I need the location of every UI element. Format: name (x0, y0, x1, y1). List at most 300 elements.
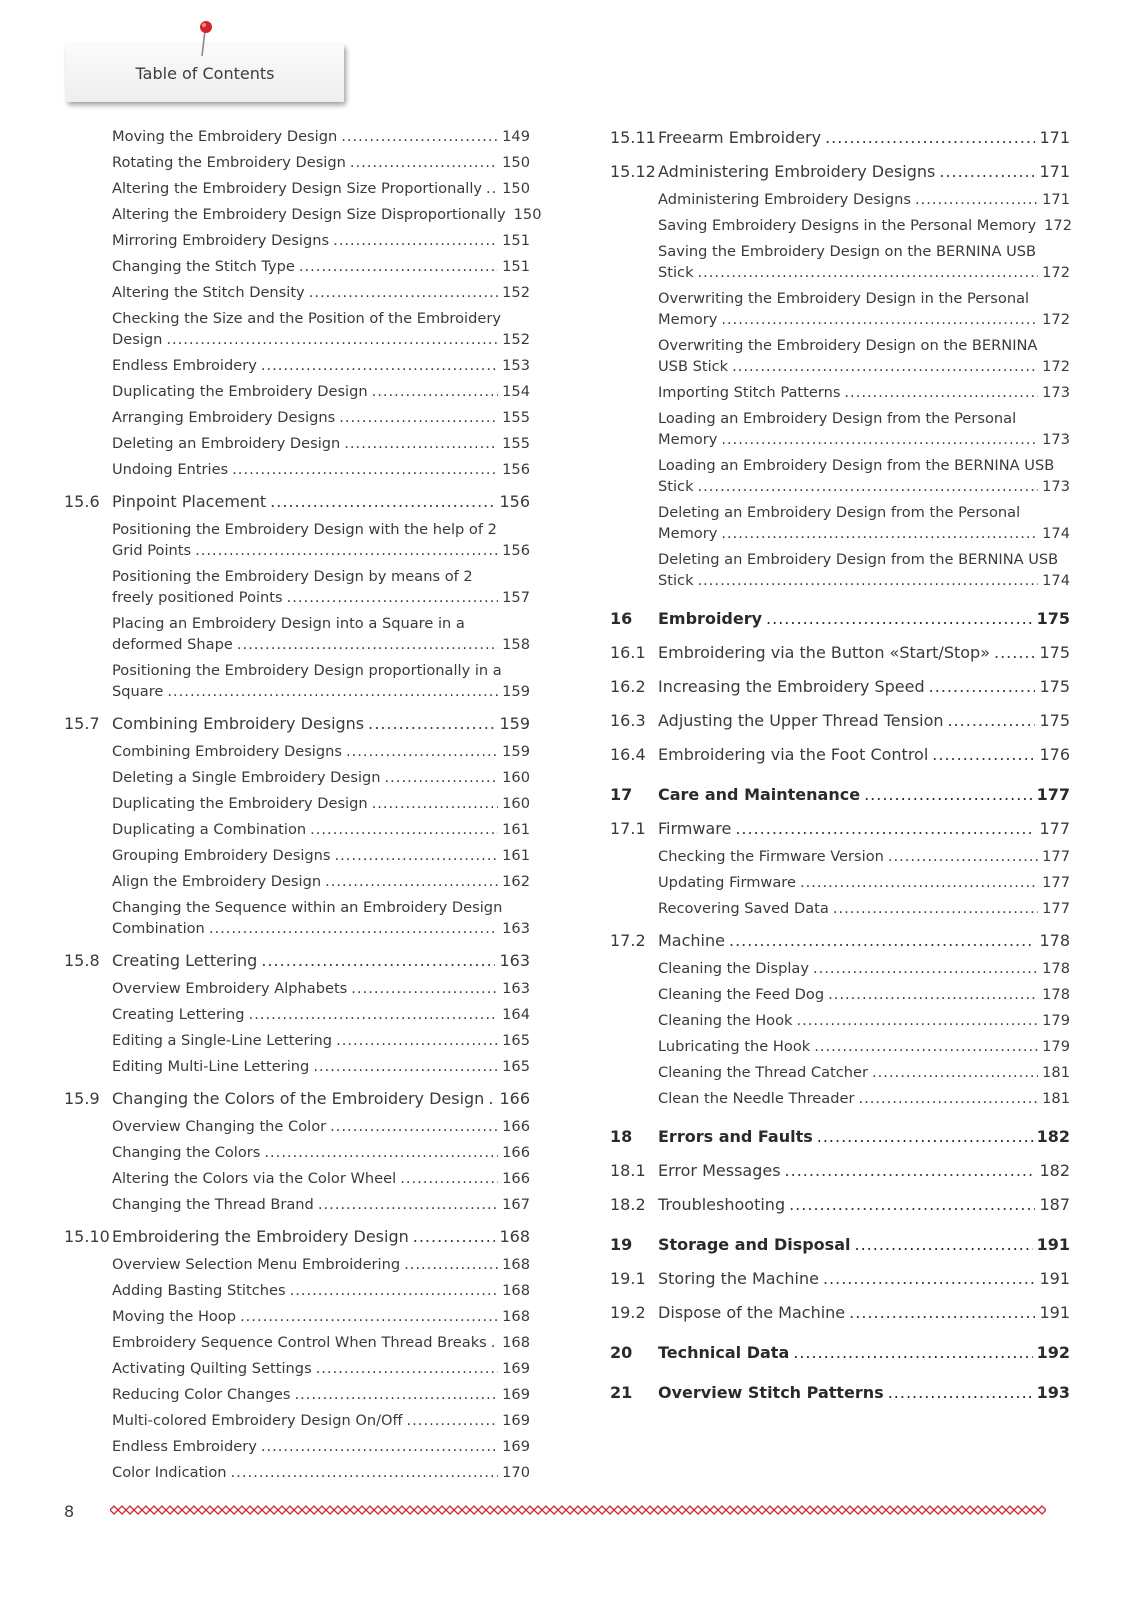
toc-entry-sec[interactable] (610, 929, 1070, 953)
toc-leader-dots (167, 681, 498, 702)
toc-entry-title: Overview Selection Menu Embroidering (112, 1256, 401, 1273)
toc-entry-line (112, 712, 530, 736)
toc-entry-line (112, 282, 530, 303)
toc-entry-title: Storage and Disposal (658, 1235, 851, 1254)
toc-entry-ch[interactable] (610, 1125, 1070, 1149)
toc-entry-title-continued: Memory (658, 525, 718, 542)
toc-leader-dots (413, 1225, 496, 1249)
toc-entry-body (112, 566, 530, 608)
toc-entry-body (658, 502, 1070, 544)
toc-entry-title: Arranging Embroidery Designs (112, 409, 336, 426)
toc-entry-sub[interactable] (64, 256, 530, 277)
toc-leader-dots (488, 1087, 495, 1111)
toc-entry-title: Administering Embroidery Designs (658, 191, 911, 208)
toc-entry-body (112, 1358, 530, 1379)
toc-entry-ch[interactable] (610, 1341, 1070, 1365)
toc-entry-sub[interactable] (64, 204, 542, 225)
toc-entry-line (112, 490, 530, 514)
toc-leader-dots (240, 1306, 498, 1327)
toc-entry-sec[interactable] (610, 1159, 1070, 1183)
toc-entry-sec[interactable] (610, 1301, 1070, 1325)
toc-entry-page: 177 (1036, 785, 1070, 804)
toc-entry-body (658, 126, 1070, 150)
toc-leader-dots (800, 872, 1038, 893)
toc-entry-number: 19.1 (610, 1269, 646, 1288)
toc-entry-ch[interactable] (610, 1233, 1070, 1257)
toc-entry-body (112, 1194, 530, 1215)
toc-entry-body (658, 1381, 1070, 1405)
toc-entry-body (658, 675, 1070, 699)
toc-entry-title-continued: Stick (658, 572, 694, 589)
toc-leader-dots (350, 152, 498, 173)
pushpin-icon (196, 18, 220, 58)
toc-entry-title: Combining Embroidery Designs (112, 743, 342, 760)
toc-entry-sub[interactable] (610, 984, 1070, 1005)
toc-entry-title: Updating Firmware (658, 874, 796, 891)
toc-entry-sub[interactable] (610, 335, 1070, 377)
toc-entry-sub[interactable] (64, 1194, 530, 1215)
toc-entry-sub[interactable] (610, 549, 1070, 591)
toc-entry-page: 169 (502, 1412, 530, 1429)
zigzag-stitch-border (110, 1503, 1046, 1517)
toc-entry-body (112, 126, 530, 147)
toc-entry-sub[interactable] (64, 1462, 530, 1483)
toc-entry-title: Errors and Faults (658, 1127, 813, 1146)
toc-entry-body (112, 1280, 530, 1301)
toc-entry-number: 19.2 (610, 1303, 646, 1322)
toc-entry-page: 157 (502, 589, 530, 606)
toc-entry-page: 182 (1036, 1127, 1070, 1146)
toc-entry-line (658, 1159, 1070, 1183)
toc-entry-line (112, 1358, 530, 1379)
toc-entry-ch[interactable] (610, 607, 1070, 631)
toc-leader-dots (929, 675, 1036, 699)
toc-entry-title: Changing the Stitch Type (112, 258, 295, 275)
toc-leader-dots (721, 429, 1038, 450)
toc-leader-dots (232, 459, 498, 480)
toc-leader-dots (270, 490, 495, 514)
toc-entry-sub[interactable] (610, 872, 1070, 893)
toc-entry-page: 192 (1036, 1343, 1070, 1362)
toc-entry-sub[interactable] (610, 455, 1070, 497)
toc-entry-title: Endless Embroidery (112, 357, 257, 374)
toc-entry-sub[interactable] (64, 355, 530, 376)
toc-entry-sub[interactable] (64, 152, 530, 173)
toc-entry-sec[interactable] (610, 1267, 1070, 1291)
toc-entry-number: 17 (610, 785, 633, 804)
toc-entry-page: 172 (1044, 217, 1072, 234)
toc-entry-page: 191 (1036, 1235, 1070, 1254)
toc-entry-line (112, 634, 530, 655)
toc-leader-dots (261, 1436, 498, 1457)
toc-entry-number: 18 (610, 1127, 633, 1146)
toc-entry-body (112, 845, 530, 866)
toc-leader-dots (932, 743, 1035, 767)
toc-leader-dots (195, 540, 498, 561)
toc-leader-dots (793, 1341, 1032, 1365)
toc-entry-page: 175 (1039, 711, 1070, 730)
toc-entry-sub[interactable] (610, 215, 1070, 236)
toc-leader-dots (209, 918, 498, 939)
toc-entry-line (112, 566, 530, 587)
toc-entry-line (112, 949, 530, 973)
toc-entry-sub[interactable] (64, 819, 530, 840)
toc-entry-page: 172 (1042, 264, 1070, 281)
toc-entry-body (112, 1410, 530, 1431)
toc-entry-sub[interactable] (610, 408, 1070, 450)
toc-entry-title: Moving the Hoop (112, 1308, 237, 1325)
toc-entry-title: Checking the Firmware Version (658, 848, 884, 865)
toc-entry-title: Combining Embroidery Designs (112, 714, 365, 733)
toc-entry-body (658, 1036, 1070, 1057)
toc-leader-dots (729, 929, 1035, 953)
toc-entry-line (112, 1168, 530, 1189)
toc-entry-title: Color Indication (112, 1464, 227, 1481)
toc-entry-sub[interactable] (64, 845, 530, 866)
toc-entry-title: Rotating the Embroidery Design (112, 154, 346, 171)
toc-leader-dots (166, 329, 498, 350)
toc-entry-page: 166 (502, 1118, 530, 1135)
toc-entry-page: 159 (499, 714, 530, 733)
toc-entry-sub[interactable] (610, 502, 1070, 544)
toc-entry-sub[interactable] (64, 978, 530, 999)
toc-leader-dots (858, 1088, 1038, 1109)
toc-entry-body (658, 641, 1070, 665)
toc-entry-line (658, 335, 1070, 356)
toc-entry-page: 150 (513, 206, 542, 223)
toc-entry-title: Editing a Single-Line Lettering (112, 1032, 333, 1049)
toc-entry-title: Overwriting the Embroidery Design in the Personal (658, 290, 1030, 307)
toc-entry-body (658, 335, 1070, 377)
toc-entry-body (658, 1301, 1070, 1325)
toc-entry-sub[interactable] (64, 519, 530, 561)
toc-entry-title: Dispose of the Machine (658, 1303, 846, 1322)
toc-entry-title: Technical Data (658, 1343, 790, 1362)
toc-entry-sub[interactable] (610, 189, 1070, 210)
toc-entry-line (658, 382, 1070, 403)
toc-entry-body (112, 897, 530, 939)
toc-entry-body (112, 819, 530, 840)
toc-entry-page: 175 (1036, 609, 1070, 628)
toc-entry-title: Firmware (658, 819, 732, 838)
toc-entry-body (112, 1384, 530, 1405)
toc-entry-page: 155 (502, 435, 530, 452)
toc-entry-title: Pinpoint Placement (112, 492, 267, 511)
toc-entry-sub[interactable] (64, 1168, 530, 1189)
toc-entry-body (658, 408, 1070, 450)
toc-entry-sub[interactable] (64, 1358, 530, 1379)
toc-entry-body (658, 1062, 1070, 1083)
toc-entry-sub[interactable] (64, 566, 530, 608)
toc-entry-line (112, 1254, 530, 1275)
toc-entry-sub[interactable] (610, 241, 1070, 283)
toc-entry-sub[interactable] (64, 1030, 530, 1051)
toc-entry-body (112, 1436, 530, 1457)
toc-entry-sub[interactable] (610, 1062, 1070, 1083)
toc-entry-sec[interactable] (64, 949, 530, 973)
toc-entry-title: Duplicating the Embroidery Design (112, 383, 368, 400)
toc-entry-sub[interactable] (64, 1410, 530, 1431)
toc-entry-sub[interactable] (64, 230, 530, 251)
toc-entry-line (658, 783, 1070, 807)
toc-entry-sec[interactable] (610, 126, 1070, 150)
toc-entry-title: Deleting an Embroidery Design from the BERNINA USB (658, 551, 1059, 568)
toc-entry-line (658, 570, 1070, 591)
toc-entry-line (112, 459, 530, 480)
toc-entry-body (112, 1168, 530, 1189)
toc-entry-sub[interactable] (64, 1436, 530, 1457)
toc-leader-dots (335, 845, 499, 866)
toc-entry-sub[interactable] (64, 767, 530, 788)
toc-entry-sub[interactable] (610, 1010, 1070, 1031)
toc-entry-title-continued: Combination (112, 920, 205, 937)
toc-right-column (610, 126, 1070, 1405)
toc-left-column (64, 126, 542, 1483)
toc-entry-line (658, 288, 1070, 309)
toc-entry-page: 171 (1039, 128, 1070, 147)
toc-entry-title: Embroidering via the Foot Control (658, 745, 929, 764)
toc-entry-page: 162 (502, 873, 530, 890)
toc-entry-title: Mirroring Embroidery Designs (112, 232, 330, 249)
toc-entry-sub[interactable] (64, 1116, 530, 1137)
toc-entry-sub[interactable] (64, 459, 530, 480)
toc-entry-body (112, 256, 530, 277)
toc-entry-sub[interactable] (610, 958, 1070, 979)
toc-entry-sub[interactable] (64, 660, 530, 702)
toc-entry-line (658, 455, 1070, 476)
toc-entry-sub[interactable] (64, 308, 530, 350)
toc-leader-dots (813, 958, 1038, 979)
toc-entry-page: 155 (502, 409, 530, 426)
toc-entry-number: 17.2 (610, 931, 646, 950)
toc-entry-title: Duplicating the Embroidery Design (112, 795, 368, 812)
toc-entry-body (658, 958, 1070, 979)
toc-entry-title: Care and Maintenance (658, 785, 861, 804)
toc-entry-line (112, 519, 530, 540)
toc-entry-line (112, 433, 530, 454)
toc-entry-sub[interactable] (64, 381, 530, 402)
toc-entry-body (658, 817, 1070, 841)
toc-entry-page: 167 (502, 1196, 530, 1213)
toc-entry-page: 177 (1039, 819, 1070, 838)
toc-entry-line (658, 1233, 1070, 1257)
toc-entry-sub[interactable] (64, 1332, 530, 1353)
toc-entry-title: Altering the Stitch Density (112, 284, 305, 301)
toc-entry-page: 175 (1039, 643, 1070, 662)
toc-entry-title: Troubleshooting (658, 1195, 786, 1214)
toc-leader-dots (407, 1410, 499, 1431)
toc-entry-body (658, 1125, 1070, 1149)
toc-entry-title: Clean the Needle Threader (658, 1090, 855, 1107)
toc-entry-title: Activating Quilting Settings (112, 1360, 312, 1377)
toc-entry-body (658, 846, 1070, 867)
toc-entry-sec[interactable] (610, 743, 1070, 767)
toc-leader-dots (915, 189, 1038, 210)
toc-entry-line (112, 1280, 530, 1301)
toc-entry-body (658, 1267, 1070, 1291)
toc-entry-page: 179 (1042, 1012, 1070, 1029)
toc-entry-page: 150 (502, 154, 530, 171)
toc-entry-line (112, 178, 530, 199)
toc-entry-ch[interactable] (610, 783, 1070, 807)
toc-entry-body (112, 613, 530, 655)
toc-entry-body (658, 549, 1070, 591)
toc-entry-line (112, 1056, 530, 1077)
toc-leader-dots (939, 160, 1035, 184)
toc-entry-sec[interactable] (610, 1193, 1070, 1217)
toc-entry-title: Deleting a Single Embroidery Design (112, 769, 381, 786)
toc-entry-sec[interactable] (610, 160, 1070, 184)
toc-entry-line (658, 189, 1070, 210)
toc-entry-page: 171 (1042, 191, 1070, 208)
toc-entry-number: 16 (610, 609, 633, 628)
toc-entry-title: Increasing the Embroidery Speed (658, 677, 925, 696)
toc-entry-line (112, 540, 530, 561)
toc-entry-line (658, 817, 1070, 841)
toc-entry-title: Saving the Embroidery Design on the BERNINA USB (658, 243, 1037, 260)
toc-entry-sec[interactable] (64, 490, 530, 514)
toc-entry-body (112, 1087, 530, 1111)
toc-entry-title: Creating Lettering (112, 1006, 245, 1023)
toc-entry-sub[interactable] (610, 898, 1070, 919)
toc-entry-sub[interactable] (64, 178, 530, 199)
toc-entry-line (112, 230, 530, 251)
toc-entry-title: Cleaning the Feed Dog (658, 986, 825, 1003)
toc-entry-sub[interactable] (64, 1056, 530, 1077)
toc-entry-body (658, 898, 1070, 919)
toc-entry-page: 191 (1039, 1303, 1070, 1322)
toc-entry-line (112, 978, 530, 999)
toc-entry-body (112, 1225, 530, 1249)
toc-entry-sub[interactable] (64, 407, 530, 428)
toc-entry-sub[interactable] (64, 1254, 530, 1275)
toc-entry-sub[interactable] (64, 897, 530, 939)
toc-entry-line (658, 1267, 1070, 1291)
toc-entry-body (658, 160, 1070, 184)
toc-entry-line (112, 1194, 530, 1215)
toc-leader-dots (698, 262, 1039, 283)
toc-entry-title: Adding Basting Stitches (112, 1282, 286, 1299)
toc-entry-body (112, 381, 530, 402)
toc-leader-dots (814, 1036, 1038, 1057)
toc-leader-dots (491, 1332, 498, 1353)
toc-leader-dots (849, 1301, 1035, 1325)
toc-entry-page: 178 (1042, 960, 1070, 977)
toc-entry-line (658, 309, 1070, 330)
toc-entry-body (658, 382, 1070, 403)
toc-entry-page: 187 (1039, 1195, 1070, 1214)
toc-entry-sub[interactable] (64, 741, 530, 762)
toc-entry-sub[interactable] (610, 846, 1070, 867)
toc-leader-dots (823, 1267, 1036, 1291)
toc-entry-title: Align the Embroidery Design (112, 873, 322, 890)
toc-entry-sec[interactable] (64, 712, 530, 736)
toc-entry-title: Embroidery Sequence Control When Thread Breaks (112, 1334, 487, 1351)
toc-entry-sub[interactable] (64, 613, 530, 655)
toc-entry-page: 172 (1042, 311, 1070, 328)
toc-entry-sub[interactable] (64, 433, 530, 454)
toc-entry-title: Positioning the Embroidery Design proportionally in a (112, 662, 502, 679)
toc-entry-page: 168 (502, 1334, 530, 1351)
toc-entry-title: Importing Stitch Patterns (658, 384, 841, 401)
toc-entry-line (112, 308, 530, 329)
toc-entry-page: 178 (1042, 986, 1070, 1003)
toc-entry-body (658, 189, 1070, 210)
toc-entry-sub[interactable] (64, 1384, 530, 1405)
toc-entry-title: Moving the Embroidery Design (112, 128, 338, 145)
toc-entry-line (112, 1142, 530, 1163)
toc-entry-sec[interactable] (610, 817, 1070, 841)
toc-entry-page: 163 (502, 980, 530, 997)
toc-entry-sec[interactable] (64, 1087, 530, 1111)
toc-entry-sub[interactable] (64, 793, 530, 814)
toc-leader-dots (318, 1194, 498, 1215)
toc-entry-body (658, 215, 1070, 236)
toc-entry-line (112, 407, 530, 428)
toc-entry-sub[interactable] (64, 871, 530, 892)
toc-leader-dots (346, 741, 498, 762)
toc-entry-page: 168 (502, 1256, 530, 1273)
toc-entry-body (658, 1159, 1070, 1183)
toc-entry-title: Recovering Saved Data (658, 900, 829, 917)
toc-entry-sub[interactable] (64, 1306, 530, 1327)
toc-entry-page: 161 (502, 847, 530, 864)
toc-entry-sec[interactable] (610, 675, 1070, 699)
toc-entry-sec[interactable] (64, 1225, 530, 1249)
toc-entry-title: Overview Changing the Color (112, 1118, 327, 1135)
toc-entry-page: 151 (502, 258, 530, 275)
toc-entry-ch[interactable] (610, 1381, 1070, 1405)
toc-entry-line (658, 958, 1070, 979)
toc-entry-sub[interactable] (64, 282, 530, 303)
toc-entry-title: Endless Embroidery (112, 1438, 257, 1455)
toc-entry-number: 16.3 (610, 711, 646, 730)
toc-entry-sub[interactable] (64, 1004, 530, 1025)
toc-entry-page: 166 (502, 1144, 530, 1161)
toc-entry-sec[interactable] (610, 709, 1070, 733)
toc-entry-page: 159 (502, 743, 530, 760)
toc-entry-sub[interactable] (610, 382, 1070, 403)
toc-entry-number: 15.10 (64, 1227, 110, 1246)
toc-entry-line (112, 355, 530, 376)
toc-entry-sub[interactable] (64, 1280, 530, 1301)
toc-leader-dots (344, 433, 498, 454)
toc-entry-page: 168 (502, 1282, 530, 1299)
toc-entry-sub[interactable] (64, 126, 530, 147)
toc-entry-body (112, 1030, 530, 1051)
toc-entry-body (658, 1193, 1070, 1217)
toc-leader-dots (290, 1280, 499, 1301)
toc-entry-page: 166 (502, 1170, 530, 1187)
toc-entry-line (112, 741, 530, 762)
toc-entry-line (658, 160, 1070, 184)
toc-entry-body (112, 178, 530, 199)
toc-entry-sub[interactable] (610, 1088, 1070, 1109)
toc-entry-sub[interactable] (64, 1142, 530, 1163)
toc-leader-dots (325, 871, 498, 892)
toc-entry-line (658, 476, 1070, 497)
toc-entry-body (112, 230, 530, 251)
toc-entry-line (658, 709, 1070, 733)
toc-entry-body (658, 1010, 1070, 1031)
toc-entry-line (112, 1116, 530, 1137)
toc-entry-sub[interactable] (610, 288, 1070, 330)
toc-entry-sec[interactable] (610, 641, 1070, 665)
toc-entry-sub[interactable] (610, 1036, 1070, 1057)
toc-entry-title: Reducing Color Changes (112, 1386, 291, 1403)
toc-leader-dots (888, 1381, 1033, 1405)
toc-leader-dots (368, 712, 495, 736)
